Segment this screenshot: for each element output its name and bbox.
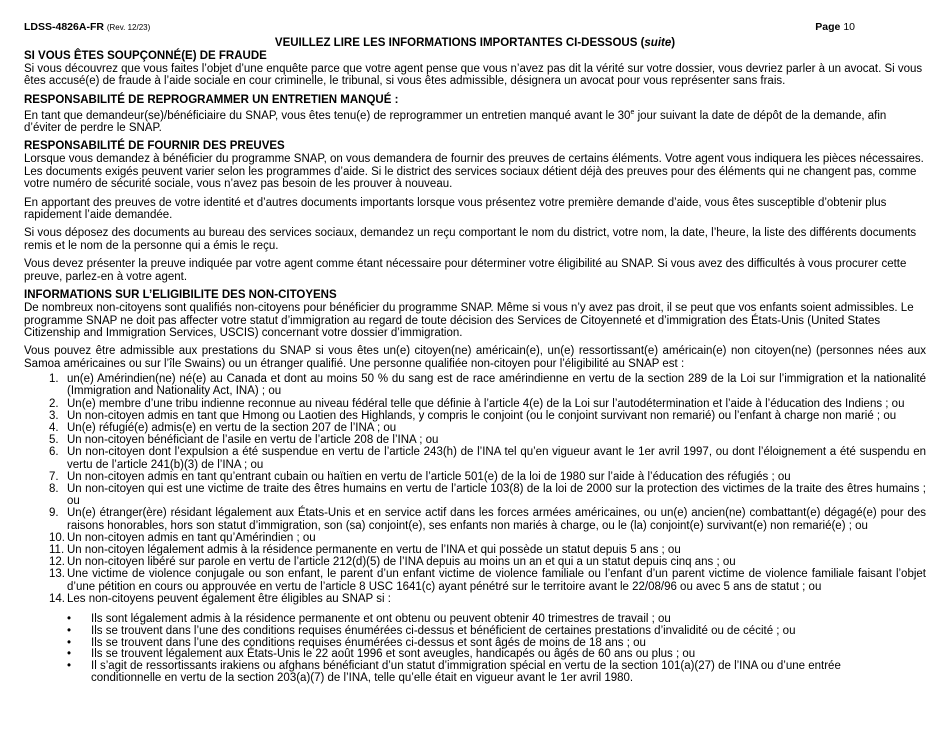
list-item-number-text: 12.	[49, 556, 65, 569]
list-item	[24, 532, 926, 544]
list-item-number	[24, 434, 67, 446]
section-fraud	[24, 50, 926, 88]
list-item	[24, 398, 926, 410]
bullet-icon: •	[67, 636, 72, 649]
list-item-number-text: 7.	[49, 470, 59, 483]
eligibility-bullet-list	[24, 614, 926, 685]
page-label: Page	[815, 21, 841, 33]
title-suite: suite	[644, 37, 672, 49]
list-item-number-text: 8.	[49, 482, 59, 495]
page-number: 10	[843, 21, 855, 33]
section-heading: RESPONSABILITÉ DE FOURNIR DES PREUVES	[24, 140, 285, 153]
paragraph: De nombreux non-citoyens sont qualifiés non-citoyens pour bénéficier du programme SNAP. Même si vous n’y avez pas droit, il se peut que vos enfants soient admissibles. Le programme SNAP ne doit pas affecter votre statut d’immigration au regard de toute décision des Services de Citoyenneté et d’immigration des États-Unis (United States Citizenship and Immigration Services, USCIS) concernant votre dossier d’immigration.	[24, 302, 914, 339]
bullet-text: Ils se trouvent dans l’une des conditions requises énumérées ci-dessus et bénéficient de certaines prestations d’invalidité ou de cécité ; ou	[91, 624, 796, 637]
bullet-text: Il s’agit de ressortissants irakiens ou afghans bénéficiant d’un statut d’immigration spécial en vertu de la section 101(a)(27) de l’INA ou d’une entrée conditionnelle en vertu de la section 203(a)(7) de l’INA, telle qu’elle était en vigueur avant le 1er avril 1980.	[91, 660, 841, 684]
list-item-number-text: 1.	[49, 373, 59, 386]
list-item-number-text: 3.	[49, 409, 59, 422]
list-item-text: Un(e) étranger(ère) résidant légalement aux États-Unis et en service actif dans les forces armées américaines, ou un(e) ancien(ne) combattant(e) dégagé(e) pour des raisons honorables, hors son statut d’immigration, son (sa) conjoint(e), ses enfants non mariés à charge, ou le (la) conjoint(e) survivant(e) non remarié(e) ; ou	[67, 507, 926, 532]
list-item-text: Un non-citoyen admis en tant qu’entrant cubain ou haïtien en vertu de l’article 501(e) de la loi de 1980 sur l’aide à l’éducation des réfugiés ; ou	[67, 470, 791, 483]
list-item-number	[24, 410, 67, 422]
list-item	[24, 373, 926, 397]
list-item	[24, 446, 926, 470]
list-item	[24, 483, 926, 507]
list-item	[24, 507, 926, 531]
list-item-text: Un non-citoyen libéré sur parole en vertu de l’article 212(d)(5) de l’INA depuis au moins un an et qui a un statut depuis cinq ans ; ou	[67, 556, 736, 569]
section-proofs	[24, 140, 926, 283]
list-item-number	[24, 568, 67, 592]
section-heading: INFORMATIONS SUR L’ELIGIBILITE DES NON-CITOYENS	[24, 289, 337, 302]
list-item-number	[24, 471, 67, 483]
page-header	[24, 21, 926, 35]
list-item-number-text: 9.	[49, 507, 59, 520]
title-close: )	[671, 37, 676, 49]
list-item-number-text: 2.	[49, 397, 59, 410]
form-identifier	[24, 21, 150, 33]
list-item-number-text: 6.	[49, 446, 59, 459]
list-item-number	[24, 556, 67, 568]
list-item-number-text: 10.	[49, 531, 65, 544]
list-item	[24, 593, 926, 605]
list-item-text: un(e) Amérindien(ne) né(e) au Canada et dont au moins 50 % du sang est de race amérindienne en vertu de la section 289 de la Loi sur l’immigration et la nationalité (Immigration and Nationality Act, INA) ; ou	[67, 373, 926, 398]
list-item-number-text: 5.	[49, 434, 59, 447]
list-item-number	[24, 373, 67, 397]
paragraph: Si vous découvrez que vous faites l’objet d’une enquête parce que votre agent pense que vous n’avez pas dit la vérité sur votre dossier, vous devriez parler à un avocat. Si vous êtes accusé(e) de fraude à l’aide sociale en cour criminelle, le tribunal, si vous êtes admissible, désignera un avocat pour vous représenter sans frais.	[24, 63, 923, 88]
paragraph: Si vous déposez des documents au bureau des services sociaux, demandez un reçu comportant le nom du district, votre nom, la date, l’heure, la liste des différents documents remis et le nom de la personne qui a émis le reçu.	[24, 227, 917, 252]
list-item-text: Un(e) réfugié(e) admis(e) en vertu de la section 207 de l’INA ; ou	[67, 421, 397, 434]
list-item	[24, 556, 926, 568]
section-heading: SI VOUS ÊTES SOUPÇONNÉ(E) DE FRAUDE	[24, 50, 267, 62]
bullet-item	[24, 626, 926, 638]
list-item-text: Un non-citoyen qui est une victime de traite des êtres humains en vertu de l’article 103(8) de la loi de 2000 sur la protection des victimes de la traite des êtres humains ; ou	[67, 482, 926, 508]
list-item-text: Un non-citoyen bénéficiant de l’asile en vertu de l’article 208 de l’INA ; ou	[67, 434, 439, 447]
paragraph: Vous devez présenter la preuve indiquée par votre agent comme étant nécessaire pour déterminer votre éligibilité au SNAP. Si vous avez des difficultés à vous procurer cette preuve, parlez-en à votre agent.	[24, 258, 907, 283]
form-id: LDSS-4826A-FR	[24, 21, 104, 33]
list-item-number	[24, 398, 67, 410]
page-title	[24, 37, 926, 50]
section-noncitizens	[24, 289, 926, 685]
list-item	[24, 471, 926, 483]
bullet-text: Ils se trouvent dans l’une des conditions requises énumérées ci-dessus et sont âgés de moins de 18 ans ; ou	[91, 636, 646, 649]
bullet-text: Ils sont légalement admis à la résidence permanente et ont obtenu ou peuvent obtenir 40 trimestres de travail ; ou	[91, 613, 671, 625]
list-item	[24, 422, 926, 434]
paragraph: Vous pouvez être admissible aux prestations du SNAP si vous êtes un(e) citoyen(ne) américain(e), un(e) ressortissant(e) américain(e) non citoyen(ne) (personnes nées aux Samoa américaines ou sur l’île Swains) ou un étranger qualifié. Une personne qualifiée non-citoyen pour l’éligibilité au SNAP est :	[24, 345, 926, 370]
section-heading: RESPONSABILITÉ DE REPROGRAMMER UN ENTRETIEN MANQUÉ :	[24, 93, 399, 106]
list-item-number-text: 14.	[49, 592, 65, 605]
list-item-number-text: 4.	[49, 421, 59, 434]
list-item-number	[24, 593, 67, 605]
form-revision: (Rev. 12/23)	[106, 23, 151, 32]
bullet-icon: •	[67, 660, 72, 673]
list-item-number	[24, 483, 67, 507]
list-item-text: Un non-citoyen légalement admis à la résidence permanente en vertu de l’INA et qui possède un statut depuis 5 ans ; ou	[67, 543, 681, 556]
paragraph: Les documents exigés peuvent varier selon les programmes d’aide. Si le district des services sociaux détient déjà des preuves pour des éléments qui ne changent pas, comme votre numéro de sécurité sociale, vous n’avez pas besoin de les prouver à nouveau.	[24, 165, 917, 191]
list-item-number-text: 13.	[49, 568, 65, 581]
list-item-text: Un non-citoyen admis en tant qu’Amérindien ; ou	[67, 531, 316, 544]
list-item	[24, 410, 926, 422]
list-item-text: Les non-citoyens peuvent également être éligibles au SNAP si :	[67, 592, 391, 605]
superscript: e	[630, 108, 635, 116]
bullet-text: Ils se trouvent légalement aux États-Unis le 22 août 1996 et sont aveugles, handicapés ou âgés de 60 ans ou plus ; ou	[91, 648, 696, 661]
list-item-text: Un non-citoyen dont l’expulsion a été suspendue en vertu de l’article 243(h) de l’INA tel qu’en vigueur avant le 1er avril 1997, ou dont l’éloignement a été suspendu en vertu de l’article 241(b)(3) de l’INA ; ou	[67, 446, 926, 471]
list-item	[24, 544, 926, 556]
section-reschedule-interview	[24, 94, 926, 135]
paragraph: En apportant des preuves de votre identité et d’autres documents importants lorsque vous présentez votre première demande d’aide, vous êtes susceptible d’obtenir plus rapidement l’aide demandée.	[24, 196, 887, 222]
paragraph	[24, 107, 926, 135]
title-text: VEUILLEZ LIRE LES INFORMATIONS IMPORTANTES CI-DESSOUS (	[274, 37, 645, 49]
list-item-text: Un non-citoyen admis en tant que Hmong ou Laotien des Highlands, y compris le conjoint (ou le conjoint survivant non remarié) ou l’enfant à charge non marié ; ou	[67, 409, 897, 422]
bullet-icon: •	[67, 613, 72, 625]
list-item-number	[24, 446, 67, 470]
bullet-item	[24, 661, 926, 685]
list-item-text: Un(e) membre d’une tribu indienne reconnue au niveau fédéral telle que définie à l’article 4(e) de la Loi sur l’autodétermination et l’aide à l’éducation des Indiens ; ou	[67, 397, 905, 410]
list-item-number-text: 11.	[49, 543, 65, 556]
paragraph: Lorsque vous demandez à bénéficier du programme SNAP, on vous demandera de fournir des preuves de certains éléments. Votre agent vous indiquera les pièces nécessaires.	[24, 153, 924, 166]
bullet-icon: •	[67, 648, 72, 661]
list-item-number	[24, 532, 67, 544]
text-run: En tant que demandeur(se)/bénéficiaire du SNAP, vous êtes tenu(e) de reprogrammer un entretien manqué avant le 30	[24, 109, 631, 122]
list-item-number	[24, 507, 67, 531]
list-item-text: Une victime de violence conjugale ou son enfant, le parent d’un enfant victime de violence familiale ou l’enfant d’un parent victime de violence familiale faisant l’objet d’une pétition en cours ou approuvée en vertu de l’article 8 USC 1641(c) ayant pénétré sur le territoire avant le 22/08/96 ou avec 5 ans de statut ; ou	[67, 568, 926, 593]
page-number-label	[815, 21, 855, 33]
list-item	[24, 568, 926, 592]
list-item-number	[24, 422, 67, 434]
list-item-number	[24, 544, 67, 556]
list-item	[24, 434, 926, 446]
bullet-icon: •	[67, 624, 72, 637]
text-run: jour suivant la date de dépôt de la demande, afin d’éviter de perdre le SNAP.	[24, 109, 887, 135]
eligibility-numbered-list	[24, 373, 926, 605]
